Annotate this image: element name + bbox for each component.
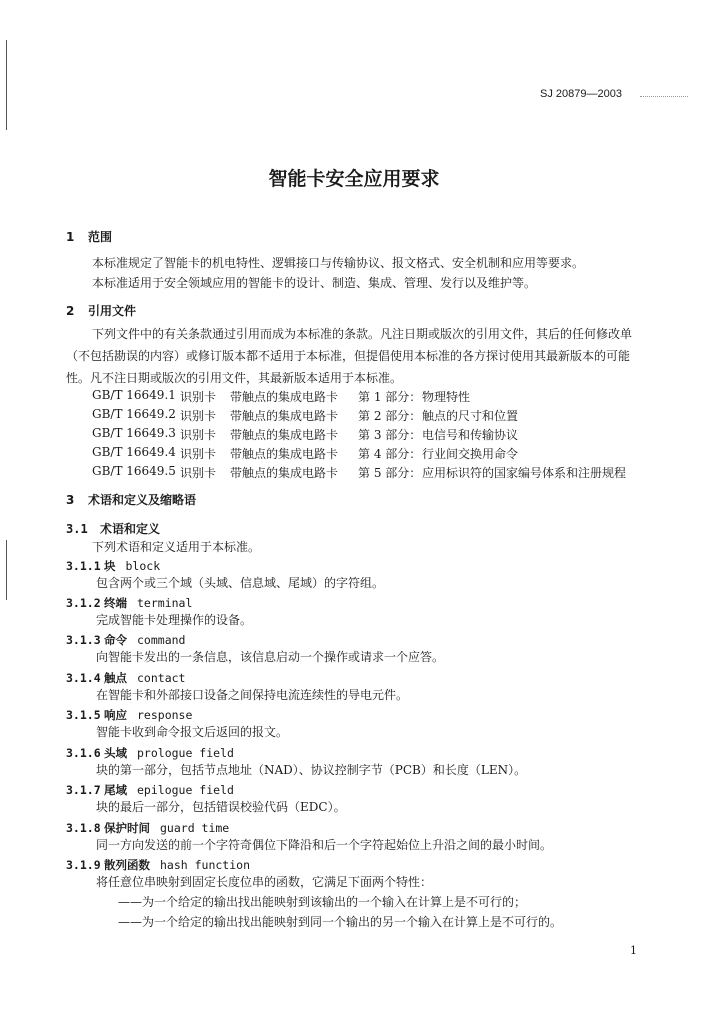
term-en: prologue field — [137, 746, 234, 760]
term-definition: 块的最后一部分，包括错误校验代码（EDC）。 — [96, 800, 346, 814]
subsection-number: 3.1 — [66, 522, 88, 536]
term-zh: 保护时间 — [104, 821, 150, 835]
section-number: 3 — [66, 493, 75, 507]
reference-code: GB/T 16649.3 — [92, 426, 176, 440]
reference-row — [0, 445, 708, 463]
section-title: 引用文件 — [88, 304, 137, 318]
hash-property: ——为一个给定的输出找出能映射到该输出的一个输入在计算上是不可行的； — [118, 895, 527, 909]
term-number: 3.1.9 — [66, 858, 101, 872]
reference-row — [0, 388, 708, 406]
section-1-heading — [66, 228, 112, 245]
term-en: command — [137, 633, 186, 647]
scan-edge-mark — [6, 40, 7, 130]
reference-part: 第 4 部分： — [358, 447, 422, 461]
reference-code: GB/T 16649.1 — [92, 388, 176, 402]
section-title: 范围 — [88, 230, 113, 244]
term-zh: 尾域 — [104, 783, 127, 797]
section-number: 1 — [66, 230, 75, 244]
reference-part: 第 1 部分： — [358, 390, 422, 404]
term-en: guard time — [160, 821, 230, 835]
term-zh: 命令 — [104, 633, 127, 647]
section-1-paragraph: 本标准适用于安全领域应用的智能卡的设计、制造、集成、管理、发行以及维护等。 — [92, 276, 537, 290]
header-rule — [640, 96, 688, 97]
term-en: hash function — [160, 858, 251, 872]
scan-edge-mark — [6, 540, 7, 600]
hash-property: ——为一个给定的输出找出能映射到同一个输出的另一个输入在计算上是不可行的。 — [118, 915, 563, 929]
term-number: 3.1.4 — [66, 671, 101, 685]
term-number: 3.1.1 — [66, 559, 101, 573]
reference-type: 带触点的集成电路卡 — [230, 447, 339, 461]
term-number: 3.1.5 — [66, 708, 101, 722]
term-en: terminal — [137, 596, 193, 610]
section-3-heading — [66, 491, 196, 508]
subsection-title: 术语和定义 — [100, 522, 161, 536]
term-number: 3.1.3 — [66, 633, 101, 647]
reference-code: GB/T 16649.4 — [92, 445, 176, 459]
section-1-paragraph: 本标准规定了智能卡的机电特性、逻辑接口与传输协议、报文格式、安全机制和应用等要求。 — [92, 256, 585, 270]
term-definition: 包含两个或三个域（头域、信息域、尾域）的字符组。 — [96, 576, 385, 590]
term-definition: 将任意位串映射到固定长度位串的函数，它满足下面两个特性： — [96, 875, 433, 889]
section-2-heading — [66, 302, 136, 319]
term-en: epilogue field — [137, 783, 234, 797]
reference-part: 第 2 部分： — [358, 409, 422, 423]
references-intro: 下列文件中的有关条款通过引用而成为本标准的条款。凡注日期或版次的引用文件，其后的任何修改单（不包括勘误的内容）或修订版本都不适用于本标准，但提倡使用本标准的各方探讨使用其最新版本的可能性。凡不注日期或版次的引用文件，其最新版本适用于本标准。 — [66, 327, 633, 385]
term-definition: 块的第一部分，包括节点地址（NAD）、协议控制字节（PCB）和长度（LEN）。 — [96, 763, 527, 777]
reference-type: 带触点的集成电路卡 — [230, 390, 339, 404]
term-zh: 头域 — [104, 746, 127, 760]
term-zh: 触点 — [104, 671, 127, 685]
reference-name: 识别卡 — [180, 428, 217, 442]
reference-row — [0, 464, 708, 482]
term-en: response — [137, 708, 193, 722]
term-zh: 终端 — [104, 596, 127, 610]
reference-part: 第 5 部分： — [358, 466, 422, 480]
reference-name: 识别卡 — [180, 409, 217, 423]
reference-code: GB/T 16649.5 — [92, 464, 176, 478]
reference-code: GB/T 16649.2 — [92, 407, 176, 421]
term-definition: 智能卡收到命令报文后返回的报文。 — [96, 725, 289, 739]
reference-title: 物理特性 — [422, 390, 471, 404]
term-zh: 响应 — [104, 708, 127, 722]
page-number: 1 — [630, 944, 637, 957]
reference-type: 带触点的集成电路卡 — [230, 409, 339, 423]
reference-name: 识别卡 — [180, 466, 217, 480]
reference-row — [0, 426, 708, 444]
term-number: 3.1.2 — [66, 596, 101, 610]
term-definition: 同一方向发送的前一个字符奇偶位下降沿和后一个字符起始位上升沿之间的最小时间。 — [96, 838, 553, 852]
reference-type: 带触点的集成电路卡 — [230, 466, 339, 480]
section-title: 术语和定义及缩略语 — [88, 493, 197, 507]
reference-row — [0, 407, 708, 425]
term-en: contact — [137, 671, 186, 685]
section-number: 2 — [66, 304, 75, 318]
term-definition: 完成智能卡处理操作的设备。 — [96, 613, 253, 627]
reference-type: 带触点的集成电路卡 — [230, 428, 339, 442]
reference-name: 识别卡 — [180, 390, 217, 404]
term-number: 3.1.7 — [66, 783, 101, 797]
reference-title: 行业间交换用命令 — [422, 447, 519, 461]
term-definition: 在智能卡和外部接口设备之间保持电流连续性的导电元件。 — [96, 688, 409, 702]
reference-title: 电信号和传输协议 — [422, 428, 519, 442]
term-zh: 散列函数 — [104, 858, 150, 872]
standard-code: SJ 20879—2003 — [540, 88, 622, 100]
reference-name: 识别卡 — [180, 447, 217, 461]
term-definition: 向智能卡发出的一条信息，该信息启动一个操作或请求一个应答。 — [96, 650, 445, 664]
reference-title: 触点的尺寸和位置 — [422, 409, 519, 423]
subsection-intro: 下列术语和定义适用于本标准。 — [92, 540, 261, 554]
term-en: block — [125, 559, 161, 573]
page-title: 智能卡安全应用要求 — [268, 168, 440, 190]
subsection-3-1-heading — [66, 520, 160, 537]
reference-part: 第 3 部分： — [358, 428, 422, 442]
term-number: 3.1.6 — [66, 746, 101, 760]
reference-title: 应用标识符的国家编号体系和注册规程 — [422, 466, 627, 480]
term-number: 3.1.8 — [66, 821, 101, 835]
term-zh: 块 — [104, 559, 116, 573]
